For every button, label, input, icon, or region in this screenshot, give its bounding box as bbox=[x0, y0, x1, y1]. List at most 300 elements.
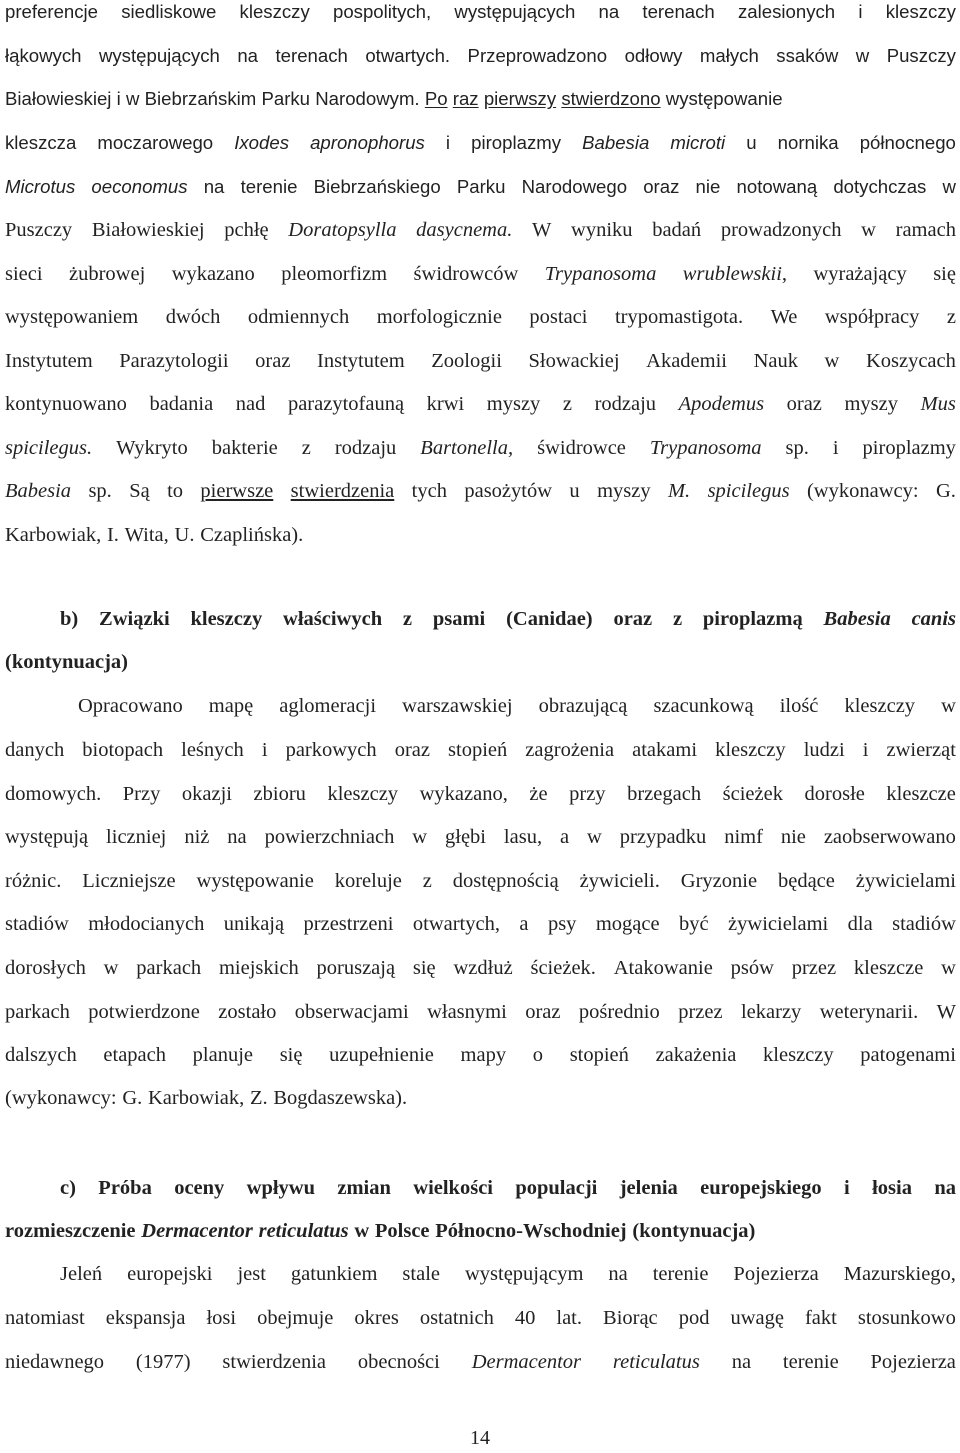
word: I. bbox=[106, 524, 119, 546]
word: kleszczy bbox=[763, 1044, 834, 1066]
word: Liczniejsze bbox=[82, 870, 176, 892]
word: i bbox=[116, 88, 121, 109]
word: leśnych bbox=[181, 739, 244, 761]
word: Narodowego bbox=[521, 176, 628, 197]
word: pchłę bbox=[224, 219, 269, 241]
word: stadiów bbox=[892, 913, 956, 935]
word: kleszcze bbox=[886, 783, 956, 805]
word: Dermacentor bbox=[141, 1220, 253, 1242]
word: planuje bbox=[192, 1044, 254, 1066]
word: kontynuowano bbox=[5, 393, 127, 415]
text-line bbox=[60, 604, 956, 634]
word: w bbox=[941, 957, 956, 979]
word: dla bbox=[847, 913, 873, 935]
word: świdrowców bbox=[413, 263, 519, 285]
word: ilość bbox=[779, 695, 819, 717]
word: powierzchniach bbox=[264, 826, 395, 848]
word: piroplazmy bbox=[471, 132, 562, 153]
word: dorosłych bbox=[5, 957, 86, 979]
word: danych bbox=[5, 739, 65, 761]
word: z bbox=[402, 608, 413, 630]
word: europejski bbox=[127, 1263, 213, 1285]
word: domowych. bbox=[5, 783, 102, 805]
word: (1977) bbox=[135, 1351, 191, 1373]
word: psami bbox=[432, 608, 486, 630]
word: tych bbox=[411, 480, 447, 502]
word: Koszycach bbox=[865, 350, 956, 372]
word: na bbox=[608, 1263, 628, 1285]
text-line bbox=[5, 1083, 956, 1113]
word: żywicielami bbox=[728, 913, 829, 935]
word: 40 bbox=[514, 1307, 536, 1329]
word: uwagę bbox=[730, 1307, 784, 1329]
word: koreluje bbox=[334, 870, 402, 892]
word: obejmuje bbox=[257, 1307, 334, 1329]
word: oraz bbox=[394, 739, 430, 761]
text-line bbox=[5, 866, 956, 896]
word: własnymi bbox=[427, 1001, 507, 1023]
word: szacunkową bbox=[653, 695, 754, 717]
word: potwierdzone bbox=[88, 1001, 200, 1023]
text-line bbox=[5, 433, 956, 463]
word: Biebrzańskiego bbox=[313, 176, 441, 197]
word: spicilegus. bbox=[5, 437, 93, 459]
text-line bbox=[5, 1347, 956, 1377]
word: wyrażający bbox=[813, 263, 907, 285]
word: Mus bbox=[920, 393, 956, 415]
word: etapach bbox=[103, 1044, 166, 1066]
word: występowanie bbox=[665, 88, 783, 109]
word: reticulatus bbox=[612, 1351, 700, 1373]
word: Próba bbox=[98, 1177, 152, 1199]
word: żubrowej bbox=[69, 263, 146, 285]
text-line bbox=[5, 41, 956, 71]
word: mapę bbox=[208, 695, 254, 717]
word: stale bbox=[402, 1263, 440, 1285]
text-line bbox=[5, 215, 956, 245]
word: jest bbox=[237, 1263, 266, 1285]
word: przez bbox=[678, 1001, 723, 1023]
word: c) bbox=[60, 1177, 76, 1199]
word: parkach bbox=[5, 1001, 70, 1023]
word: kleszczy bbox=[239, 1, 310, 22]
word: oceny bbox=[174, 1177, 225, 1199]
word: w bbox=[103, 957, 119, 979]
word: lekarzy bbox=[740, 1001, 802, 1023]
word: pierwsze bbox=[200, 480, 274, 502]
word: canis bbox=[911, 608, 956, 630]
word: nie bbox=[695, 176, 721, 197]
word: microti bbox=[670, 132, 726, 153]
word: (wykonawcy: bbox=[806, 480, 919, 502]
word: otwartych. bbox=[365, 45, 451, 66]
word: b) bbox=[60, 608, 79, 630]
text-line bbox=[5, 647, 956, 677]
word: wykazano bbox=[171, 263, 255, 285]
word: obserwacjami bbox=[294, 1001, 409, 1023]
word: żywicieli. bbox=[579, 870, 660, 892]
text-line bbox=[5, 953, 956, 983]
word: Zoologii bbox=[431, 350, 502, 372]
word: G. bbox=[935, 480, 956, 502]
word: Polsce bbox=[374, 1220, 430, 1242]
word: siedliskowe bbox=[121, 1, 217, 22]
word: Jeleń bbox=[60, 1263, 103, 1285]
word: Słowackiej bbox=[528, 350, 620, 372]
word: (kontynuacja) bbox=[632, 1220, 756, 1242]
word: i bbox=[832, 437, 839, 459]
word: parazytofauną bbox=[287, 393, 405, 415]
word: w bbox=[824, 350, 840, 372]
word: na bbox=[934, 1177, 956, 1199]
word: postaci bbox=[529, 306, 588, 328]
word: głębi bbox=[445, 826, 486, 848]
word: na bbox=[227, 826, 247, 848]
word: przestrzeni bbox=[303, 913, 394, 935]
word: będące bbox=[777, 870, 835, 892]
word: rozmieszczenie bbox=[5, 1220, 136, 1242]
word: kleszczy bbox=[715, 739, 786, 761]
word: zmian bbox=[337, 1177, 391, 1199]
text-line bbox=[5, 520, 956, 550]
word: natomiast bbox=[5, 1307, 85, 1329]
word: moczarowego bbox=[97, 132, 214, 153]
word: w bbox=[587, 826, 602, 848]
word: łosi bbox=[206, 1307, 237, 1329]
word: piroplazmą bbox=[702, 608, 803, 630]
word: ścieżek. bbox=[530, 957, 596, 979]
word: zagrożenia bbox=[525, 739, 615, 761]
word: występującym bbox=[464, 1263, 584, 1285]
text-line bbox=[5, 735, 956, 765]
word: brzegach bbox=[627, 783, 702, 805]
word: w bbox=[855, 45, 870, 66]
word: występujących bbox=[98, 45, 220, 66]
word: W bbox=[532, 219, 552, 241]
word: terenach bbox=[642, 1, 715, 22]
word: Czaplińska). bbox=[200, 524, 304, 546]
word: młodocianych bbox=[88, 913, 205, 935]
word: liczniej bbox=[106, 826, 167, 848]
word: krwi bbox=[426, 393, 465, 415]
word: w bbox=[354, 1220, 370, 1242]
text-line bbox=[60, 1259, 956, 1289]
word: dalszych bbox=[5, 1044, 77, 1066]
word: małych bbox=[699, 45, 759, 66]
word: Babesia bbox=[5, 480, 72, 502]
word: Dermacentor bbox=[471, 1351, 582, 1373]
word: Biorąc bbox=[603, 1307, 658, 1329]
word: (wykonawcy: bbox=[5, 1087, 117, 1109]
word: stwierdzenia bbox=[290, 480, 395, 502]
text-line bbox=[5, 476, 956, 506]
word: weterynarii. bbox=[819, 1001, 919, 1023]
word: Akademii bbox=[646, 350, 727, 372]
word: odłowy bbox=[624, 45, 683, 66]
word: ścieżek bbox=[722, 783, 783, 805]
word: raz bbox=[452, 88, 479, 109]
word: unikają bbox=[223, 913, 285, 935]
word: wielkości bbox=[413, 1177, 493, 1199]
word: dorosłe bbox=[804, 783, 865, 805]
word: trypomastigota. bbox=[614, 306, 744, 328]
word: okazji bbox=[181, 783, 232, 805]
word: i bbox=[858, 1, 863, 22]
word: G. bbox=[122, 1087, 143, 1109]
word: preferencje bbox=[5, 1, 99, 22]
word: z bbox=[562, 393, 572, 415]
text-line bbox=[5, 0, 956, 27]
text-line bbox=[60, 1173, 956, 1203]
word: We bbox=[770, 306, 798, 328]
word: Wykryto bbox=[116, 437, 188, 459]
word: prowadzonych bbox=[720, 219, 842, 241]
word: terenach bbox=[275, 45, 348, 66]
word: Parazytologii bbox=[119, 350, 229, 372]
word: uzupełnienie bbox=[329, 1044, 434, 1066]
word: warszawskiej bbox=[402, 695, 513, 717]
word: że bbox=[529, 783, 548, 805]
word: Karbowiak, bbox=[5, 524, 102, 546]
word: świdrowce bbox=[537, 437, 626, 459]
word: oraz bbox=[786, 393, 822, 415]
text-line bbox=[78, 691, 956, 721]
word: w bbox=[412, 826, 428, 848]
word: (Canidae) bbox=[506, 608, 593, 630]
word: niż bbox=[184, 826, 210, 848]
word: występują bbox=[5, 826, 89, 848]
word: na bbox=[203, 176, 225, 197]
text-line bbox=[5, 389, 956, 419]
word: dwóch bbox=[165, 306, 221, 328]
word: mogące bbox=[595, 913, 660, 935]
word: parkowych bbox=[285, 739, 377, 761]
word: Babesia bbox=[582, 132, 650, 153]
word: Nauk bbox=[753, 350, 798, 372]
word: zwierząt bbox=[886, 739, 956, 761]
word: łąkowych bbox=[5, 45, 82, 66]
word: populacji bbox=[515, 1177, 598, 1199]
word: się bbox=[933, 263, 956, 285]
word: oeconomus bbox=[91, 176, 188, 197]
word: Pojezierza bbox=[733, 1263, 819, 1285]
word: rodzaju bbox=[594, 393, 657, 415]
word: Instytutem bbox=[317, 350, 405, 372]
word: zostało bbox=[218, 1001, 277, 1023]
word: wyniku bbox=[571, 219, 633, 241]
word: nimf bbox=[724, 826, 763, 848]
word: Pojezierza bbox=[870, 1351, 956, 1373]
word: i bbox=[445, 132, 451, 153]
word: wykazano, bbox=[419, 783, 508, 805]
word: lasu, bbox=[503, 826, 543, 848]
word: Białowieskiej bbox=[91, 219, 205, 241]
word: Związki bbox=[99, 608, 170, 630]
text-line bbox=[5, 259, 956, 289]
word: ekspansja bbox=[105, 1307, 186, 1329]
word: Instytutem bbox=[5, 350, 93, 372]
word: oraz bbox=[643, 176, 680, 197]
word: przy bbox=[569, 783, 606, 805]
word: Trypanosoma bbox=[544, 263, 657, 285]
word: pośrednio bbox=[578, 1001, 660, 1023]
word: pleomorfizm bbox=[281, 263, 388, 285]
word: kleszczy bbox=[844, 695, 916, 717]
word: apronophorus bbox=[310, 132, 425, 153]
word: oraz bbox=[525, 1001, 561, 1023]
word: pospolitych, bbox=[332, 1, 432, 22]
word: spicilegus bbox=[707, 480, 790, 502]
word: obecności bbox=[357, 1351, 440, 1373]
text-line bbox=[5, 346, 956, 376]
word: Babesia bbox=[823, 608, 891, 630]
word: sp. bbox=[88, 480, 112, 502]
word: być bbox=[679, 913, 709, 935]
word: się bbox=[279, 1044, 303, 1066]
word: Doratopsylla bbox=[288, 219, 397, 241]
text-line bbox=[5, 1040, 956, 1070]
word: wpływu bbox=[246, 1177, 316, 1199]
word: badań bbox=[652, 219, 702, 241]
word: a bbox=[560, 826, 570, 848]
word: wzdłuż bbox=[453, 957, 513, 979]
word: patogenami bbox=[860, 1044, 956, 1066]
word: oraz bbox=[255, 350, 291, 372]
word: otwartych, bbox=[412, 913, 500, 935]
text-line bbox=[5, 779, 956, 809]
word: Są bbox=[129, 480, 150, 502]
word: Karbowiak, bbox=[148, 1087, 245, 1109]
word: Atakowanie bbox=[613, 957, 713, 979]
word: ostatnich bbox=[419, 1307, 494, 1329]
word: morfologicznie bbox=[376, 306, 502, 328]
word: z bbox=[672, 608, 683, 630]
word: mapy bbox=[460, 1044, 507, 1066]
text-line bbox=[5, 302, 956, 332]
word: przypadku bbox=[619, 826, 707, 848]
word: notowaną bbox=[736, 176, 818, 197]
word: nad bbox=[235, 393, 266, 415]
word: niedawnego bbox=[5, 1351, 105, 1373]
word: stosunkowo bbox=[857, 1307, 956, 1329]
word: występujących bbox=[454, 1, 576, 22]
text-line bbox=[5, 909, 956, 939]
word: żywicielami bbox=[855, 870, 956, 892]
word: kleszczy bbox=[327, 783, 399, 805]
word: ssaków bbox=[776, 45, 839, 66]
word: Parku bbox=[456, 176, 506, 197]
word: nie bbox=[780, 826, 806, 848]
word: nornika bbox=[777, 132, 839, 153]
word: piroplazmy bbox=[862, 437, 956, 459]
word: u bbox=[569, 480, 580, 502]
word: przez bbox=[791, 957, 837, 979]
word: na bbox=[598, 1, 620, 22]
word: ludzi bbox=[803, 739, 845, 761]
word: łosia bbox=[872, 1177, 912, 1199]
page-number: 14 bbox=[470, 1427, 490, 1449]
word: Po bbox=[424, 88, 448, 109]
word: myszy bbox=[844, 393, 899, 415]
word: i bbox=[862, 739, 869, 761]
word: stwierdzono bbox=[561, 88, 661, 109]
text-line bbox=[5, 1303, 956, 1333]
word: fakt bbox=[804, 1307, 837, 1329]
text-line bbox=[5, 1216, 956, 1246]
word: obrazującą bbox=[538, 695, 628, 717]
word: Opracowano bbox=[78, 695, 183, 717]
word: myszy bbox=[486, 393, 541, 415]
word: Gryzonie bbox=[680, 870, 758, 892]
word: myszy bbox=[597, 480, 651, 502]
text-line bbox=[5, 84, 956, 114]
word: ramach bbox=[895, 219, 956, 241]
word: pod bbox=[678, 1307, 710, 1329]
word: zaobserwowano bbox=[823, 826, 956, 848]
word: Północno-Wschodniej bbox=[435, 1220, 627, 1242]
word: kleszczy bbox=[885, 1, 956, 22]
word: Bogdaszewska). bbox=[273, 1087, 408, 1109]
text-line bbox=[5, 172, 956, 202]
word: terenie bbox=[782, 1351, 839, 1373]
word: współpracy bbox=[824, 306, 920, 328]
word: stopień bbox=[448, 739, 508, 761]
word: Microtus bbox=[5, 176, 76, 197]
word: i bbox=[261, 739, 268, 761]
word: różnic. bbox=[5, 870, 62, 892]
word: w bbox=[942, 176, 956, 197]
word: zalesionych bbox=[737, 1, 836, 22]
word: Puszczy bbox=[5, 219, 73, 241]
word: okres bbox=[354, 1307, 399, 1329]
word: pierwszy bbox=[483, 88, 557, 109]
word: U. bbox=[174, 524, 195, 546]
word: Przeprowadzono bbox=[467, 45, 608, 66]
word: (kontynuacja) bbox=[5, 651, 129, 673]
word: Trypanosoma bbox=[649, 437, 762, 459]
text-line bbox=[5, 128, 956, 158]
text-line bbox=[5, 997, 956, 1027]
word: kleszczy bbox=[190, 608, 263, 630]
word: atakami bbox=[632, 739, 698, 761]
word: dotychczas bbox=[833, 176, 927, 197]
word: w bbox=[941, 695, 956, 717]
word: północnego bbox=[859, 132, 956, 153]
word: się bbox=[412, 957, 436, 979]
word: na bbox=[731, 1351, 752, 1373]
word: jelenia bbox=[619, 1177, 678, 1199]
word: z bbox=[301, 437, 311, 459]
word: biotopach bbox=[82, 739, 164, 761]
word: lat. bbox=[556, 1307, 582, 1329]
word: M. bbox=[667, 480, 691, 502]
word: sieci bbox=[5, 263, 43, 285]
word: występowanie bbox=[196, 870, 314, 892]
word: Biebrzańskim bbox=[144, 88, 257, 109]
word: Puszczy bbox=[886, 45, 956, 66]
word: i bbox=[844, 1177, 850, 1199]
word: badania bbox=[149, 393, 214, 415]
text-line bbox=[5, 822, 956, 852]
word: poruszają bbox=[316, 957, 396, 979]
word: Narodowym. bbox=[315, 88, 420, 109]
word: odmiennych bbox=[247, 306, 350, 328]
word: dasycnema. bbox=[416, 219, 513, 241]
word: z bbox=[946, 306, 956, 328]
word: wrublewskii, bbox=[682, 263, 788, 285]
word: o bbox=[532, 1044, 544, 1066]
word: a bbox=[519, 913, 529, 935]
